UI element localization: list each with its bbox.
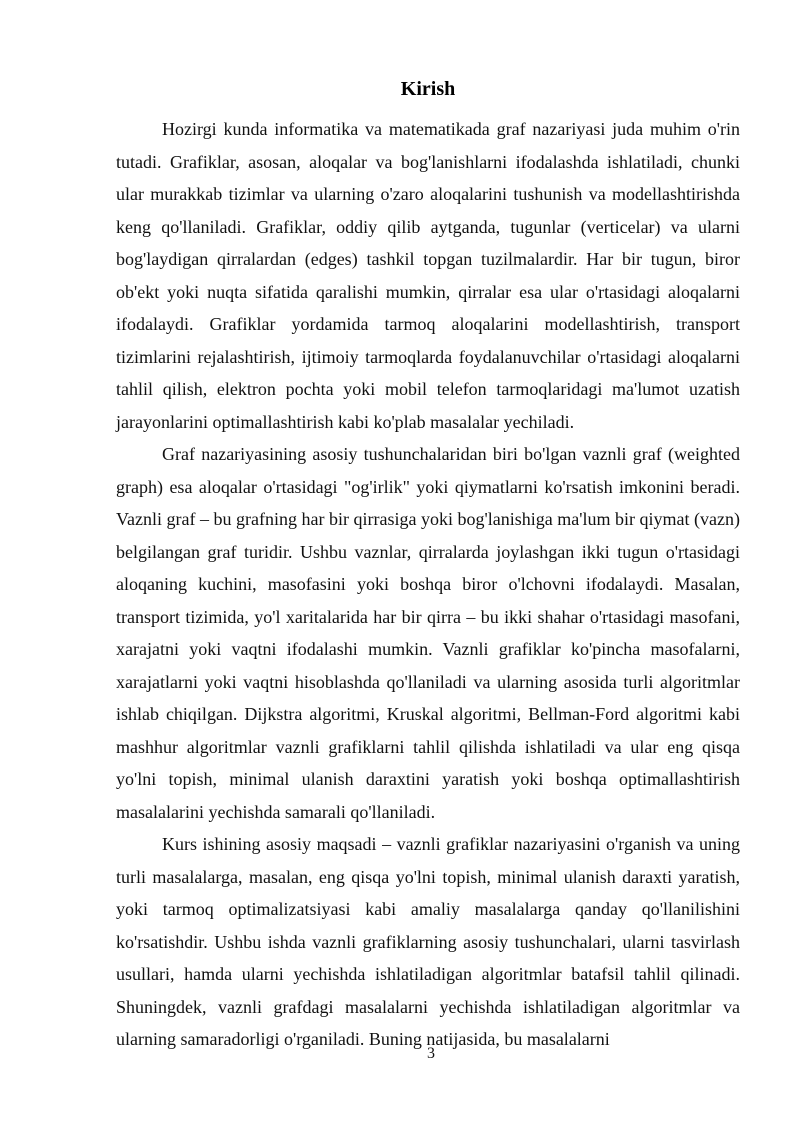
page-title: Kirish bbox=[400, 78, 456, 100]
body-text bbox=[116, 113, 740, 1056]
paragraph-3: Kurs ishining asosiy maqsadi – vaznli grafiklar nazariyasini o'rganish va uning turli masalalarga, masalan, eng qisqa yo'lni topish, minimal ulanish daraxti yaratish, yoki tarmoq optimalizatsiyasi kabi amaliy masalalarga qanday qo'llanilishini ko'rsatishdir. Ushbu ishda vaznli grafiklarning asosiy tushunchalari, ularni tasvirlash usullari, hamda ularni yechishda ishlatiladigan algoritmlar batafsil tahlil qilinadi. Shuningdek, vaznli grafdagi masalalarni yechishda ishlatiladigan algoritmlar va ularning samaradorligi o'rganiladi. Buning natijasida, bu masalalarni bbox=[116, 834, 740, 1049]
page-number: 3 bbox=[427, 1045, 435, 1062]
paragraph-1: Hozirgi kunda informatika va matematikada graf nazariyasi juda muhim o'rin tutadi. Grafiklar, asosan, aloqalar va bog'lanishlarni ifodalashda ishlatiladi, chunki ular murakkab tizimlar va ularning o'zaro aloqalarini tushunish va modellashtirishda keng qo'llaniladi. Grafiklar, oddiy qilib aytganda, tugunlar (verticelar) va ularni bog'laydigan qirralardan (edges) tashkil topgan tuzilmalardir. Har bir tugun, biror ob'ekt yoki nuqta sifatida qaralishi mumkin, qirralar esa ular o'rtasidagi aloqalarni ifodalaydi. Grafiklar yordamida tarmoq aloqalarini modellashtirish, transport tizimlarini rejalashtirish, ijtimoiy tarmoqlarda foydalanuvchilar o'rtasidagi aloqalarni tahlil qilish, elektron pochta yoki mobil telefon tarmoqlaridagi ma'lumot uzatish jarayonlarini optimallashtirish kabi ko'plab masalalar yechiladi. bbox=[116, 119, 740, 432]
paragraph-2: Graf nazariyasining asosiy tushunchalaridan biri bo'lgan vaznli graf (weighted graph) esa aloqalar o'rtasidagi "og'irlik" yoki qiymatlarni ko'rsatish imkonini beradi. Vaznli graf – bu grafning har bir qirrasiga yoki bog'lanishiga ma'lum bir qiymat (vazn) belgilangan graf turidir. Ushbu vaznlar, qirralarda joylashgan ikki tugun o'rtasidagi aloqaning kuchini, masofasini yoki boshqa biror o'lchovni ifodalaydi. Masalan, transport tizimida, yo'l xaritalarida har bir qirra – bu ikki shahar o'rtasidagi masofani, xarajatni yoki vaqtni ifodalashi mumkin. Vaznli grafiklar ko'pincha masofalarni, xarajatlarni yoki vaqtni hisoblashda qo'llaniladi va ularning asosida turli algoritmlar ishlab chiqilgan. Dijkstra algoritmi, Kruskal algoritmi, Bellman-Ford algoritmi kabi mashhur algoritmlar vaznli grafiklarni tahlil qilishda ishlatiladi va ular eng qisqa yo'lni topish, minimal ulanish daraxtini yaratish yoki boshqa optimallashtirish masalalarini yechishda samarali qo'llaniladi. bbox=[116, 444, 740, 822]
